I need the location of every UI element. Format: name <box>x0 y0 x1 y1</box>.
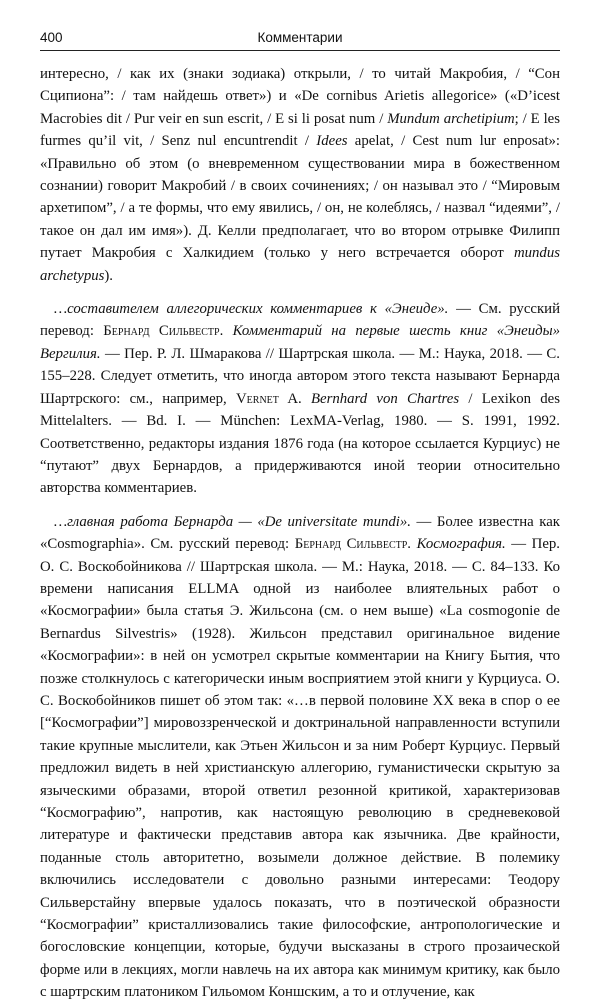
italic-run: Комментарий на первые шесть книг «Энеиды» Вергилия. <box>40 323 560 362</box>
lemma: …главная работа Бернарда — «De universitate mundi». <box>54 513 411 530</box>
running-header <box>40 28 560 51</box>
text-run: — Пер. Р. Л. Шмаракова // Шартрская школа. — М.: Наука, 2018. — С. 155–228. Следует отметить, что иногда автором этого текста называют Бернарда Шартрского: см., например, <box>40 345 560 407</box>
text-run: — Пер. О. С. Воскобойникова // Шартрская школа. — М.: Наука, 2018. — С. 84–133. Ко времени написания ELLMA одной из наиболее влиятельных работ о «Космографии» была статья Э. Жильсона (см. о нем выше) «La cosmogonie de Bernardus Silvestris» (1928). Жильсон представил оригинальное видение «Космографии»: в ней он усмотрел скрытые комментарии на Книгу Бытия, что позже столкнулось с категорически иным восприятием этой книги у Курциуса. О. С. Воскобойников пишет об этом так: «…в первой половине XX века в спор о ее [“Космографии”] мировоззренческой и доктринальной направленности вступили такие крупные мыслители, как Этьен Жильсон и за ним Роберт Курциус. Первый предложил видеть в ней христианскую аллегорию, гуманистически скрытую за языческими образами, второй ответил резонной критикой, характеризовав “Космографию”, напротив, как настоящую революцию в средневековой литературе и фактически представив автора как язычника. Две крайности, поданные столь авторитетно, возымели должное действие. В полемику включились исследователи с довольно разными интересами: Теодору Сильверстайну впервые удалось показать, что в поэтической образности “Космографии” кристаллизовались такие философские, антропологические и богословские концепции, которые, будучи высказаны в строго прозаической форме или в лекциях, могли навлечь на их автора как минимум критику, как было с шартрским платоником Гильомом Коншским, а то и отлучение, как <box>40 536 560 1001</box>
text-run: apelat, / Cest num lur enposat»: «Правильно об этом (о вневременном существовании мира в божественном сознании) говорит Макробий / в своих сочинениях; / он называл это / “Мировым архетипом”, / а те формы, что ему явились, / он, не колеблясь, / назвал “идеями”, / такое он дал им имя»). Д. Келли предполагает, что во втором отрывке Филипп путает Макробия с Халкидием (только у него встречается оборот <box>40 133 560 262</box>
italic-run: Idees <box>316 133 348 150</box>
paragraph-cosmographia <box>40 511 560 1004</box>
text-run: ; / E les furmes qu’il vit, / Senz nul encuntrendit / <box>40 110 561 150</box>
italic-run: mundus archetypus <box>40 245 560 284</box>
paragraph-macrobius <box>40 63 560 287</box>
italic-run: Mundum archetipium <box>387 110 515 127</box>
italic-run: Bernhard von Chartres <box>301 390 460 407</box>
lemma: …составителем аллегорических комментариев к «Энеиде». <box>54 301 449 318</box>
text-run: интересно, / как их (знаки зодиака) открыли, / то читай Макробия, / “Сон Сципиона”: / там найдешь ответ») и «De cornibus Arietis allegorice» («D’icest Macrobies dit / Pur veir en sun escrit, / E si li posat num / <box>40 66 560 127</box>
text-run: — См. русский перевод: <box>40 301 560 340</box>
running-title: Комментарии <box>257 30 343 45</box>
author-name: Бернард Сильвестр. <box>294 536 411 553</box>
page-number: 400 <box>40 30 63 45</box>
commentary-body <box>40 63 560 1004</box>
text-run: ). <box>104 267 114 284</box>
author-name: Vernet A. <box>236 390 302 407</box>
author-name: Бернард Сильвестр. <box>103 323 224 340</box>
text-run: / Lexikon des Mittelalters. — Bd. I. — München: LexMA-Verlag, 1980. — S. 1991, 1992. Соответственно, редакторы издания 1876 года (на которое ссылается Курциус) не “путают” двух Бернардов, а придерживаются иной теории относительно авторства комментариев. <box>40 390 561 497</box>
text-run: — Более известна как «Cosmographia». См. русский перевод: <box>40 513 560 553</box>
italic-run: Космография. <box>411 536 506 553</box>
paragraph-aeneid-commentary <box>40 298 560 500</box>
